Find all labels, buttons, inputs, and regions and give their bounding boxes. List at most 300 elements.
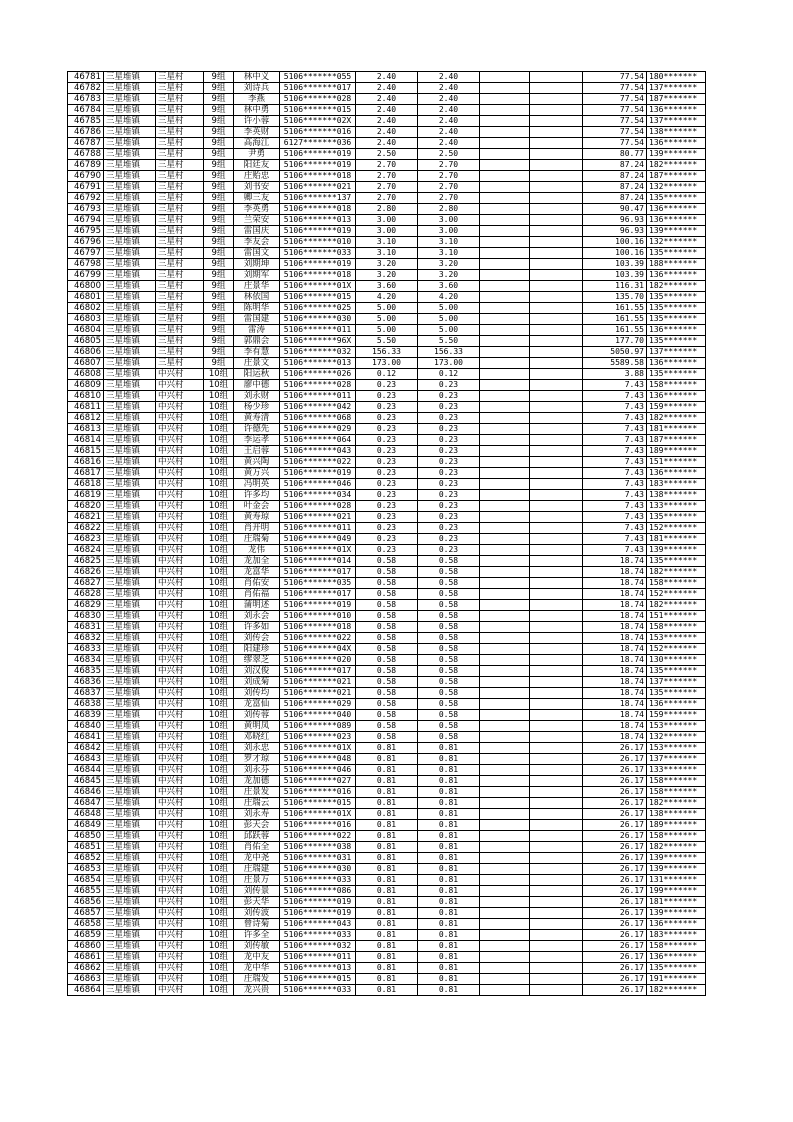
cell-blank-1 <box>480 710 530 721</box>
cell-blank-2 <box>530 952 583 963</box>
cell-blank-1 <box>480 116 530 127</box>
cell-town: 三星堆镇 <box>104 435 156 446</box>
table-row <box>68 413 706 424</box>
cell-id-number: 5106*******021 <box>280 512 356 523</box>
cell-id-number: 5106*******020 <box>280 655 356 666</box>
cell-area-1: 0.81 <box>356 930 418 941</box>
cell-town: 三星堆镇 <box>104 248 156 259</box>
cell-group: 10组 <box>204 446 234 457</box>
table-row <box>68 204 706 215</box>
cell-blank-2 <box>530 864 583 875</box>
cell-town: 三星堆镇 <box>104 732 156 743</box>
cell-blank-1 <box>480 468 530 479</box>
cell-row-number: 46787 <box>68 138 104 149</box>
cell-area-1: 0.58 <box>356 644 418 655</box>
cell-name: 庄景万 <box>234 875 280 886</box>
cell-area-2: 5.00 <box>418 325 480 336</box>
cell-name: 高海江 <box>234 138 280 149</box>
cell-id-number: 5106*******033 <box>280 875 356 886</box>
cell-row-number: 46854 <box>68 875 104 886</box>
cell-phone: 182******* <box>647 413 706 424</box>
cell-id-number: 5106*******064 <box>280 435 356 446</box>
cell-id-number: 5106*******030 <box>280 314 356 325</box>
cell-phone: 135******* <box>647 688 706 699</box>
cell-area-2: 156.33 <box>418 347 480 358</box>
cell-area-2: 0.81 <box>418 875 480 886</box>
cell-blank-1 <box>480 743 530 754</box>
table-row <box>68 501 706 512</box>
cell-id-number: 5106*******015 <box>280 974 356 985</box>
cell-amount: 26.17 <box>583 952 647 963</box>
cell-phone: 139******* <box>647 149 706 160</box>
cell-phone: 158******* <box>647 622 706 633</box>
cell-id-number: 5106*******018 <box>280 171 356 182</box>
cell-town: 三星堆镇 <box>104 380 156 391</box>
cell-town: 三星堆镇 <box>104 479 156 490</box>
cell-name: 肖佑全 <box>234 842 280 853</box>
cell-area-2: 0.23 <box>418 501 480 512</box>
cell-blank-1 <box>480 413 530 424</box>
cell-group: 10组 <box>204 556 234 567</box>
cell-blank-1 <box>480 853 530 864</box>
cell-phone: 135******* <box>647 336 706 347</box>
cell-group: 10组 <box>204 611 234 622</box>
cell-name: 林依国 <box>234 292 280 303</box>
cell-group: 9组 <box>204 72 234 83</box>
cell-town: 三星堆镇 <box>104 237 156 248</box>
cell-row-number: 46836 <box>68 677 104 688</box>
cell-id-number: 5106*******043 <box>280 446 356 457</box>
cell-row-number: 46849 <box>68 820 104 831</box>
cell-area-1: 5.00 <box>356 303 418 314</box>
cell-village: 中兴村 <box>156 446 204 457</box>
table-row <box>68 842 706 853</box>
cell-area-1: 0.23 <box>356 380 418 391</box>
cell-group: 9组 <box>204 292 234 303</box>
cell-id-number: 5106*******015 <box>280 105 356 116</box>
cell-blank-2 <box>530 908 583 919</box>
cell-village: 三星村 <box>156 160 204 171</box>
cell-town: 三星堆镇 <box>104 83 156 94</box>
cell-village: 三星村 <box>156 347 204 358</box>
cell-id-number: 5106*******027 <box>280 776 356 787</box>
cell-area-1: 0.23 <box>356 391 418 402</box>
table-row <box>68 941 706 952</box>
table-row <box>68 325 706 336</box>
cell-blank-2 <box>530 237 583 248</box>
table-row <box>68 435 706 446</box>
cell-village: 中兴村 <box>156 754 204 765</box>
cell-amount: 7.43 <box>583 501 647 512</box>
cell-village: 三星村 <box>156 303 204 314</box>
cell-village: 三星村 <box>156 72 204 83</box>
cell-name: 罗才琼 <box>234 754 280 765</box>
cell-blank-2 <box>530 677 583 688</box>
cell-amount: 7.43 <box>583 512 647 523</box>
cell-name: 李英勇 <box>234 204 280 215</box>
cell-id-number: 5106*******033 <box>280 930 356 941</box>
cell-phone: 153******* <box>647 721 706 732</box>
cell-phone: 187******* <box>647 435 706 446</box>
cell-village: 三星村 <box>156 259 204 270</box>
cell-area-1: 0.81 <box>356 952 418 963</box>
cell-area-2: 3.20 <box>418 270 480 281</box>
cell-amount: 77.54 <box>583 105 647 116</box>
table-row <box>68 578 706 589</box>
cell-group: 10组 <box>204 864 234 875</box>
cell-group: 9组 <box>204 83 234 94</box>
cell-phone: 135******* <box>647 314 706 325</box>
cell-group: 9组 <box>204 358 234 369</box>
cell-amount: 7.43 <box>583 435 647 446</box>
cell-row-number: 46853 <box>68 864 104 875</box>
cell-id-number: 5106*******013 <box>280 358 356 369</box>
cell-area-2: 0.23 <box>418 435 480 446</box>
cell-blank-2 <box>530 578 583 589</box>
cell-area-1: 5.00 <box>356 314 418 325</box>
cell-phone: 136******* <box>647 919 706 930</box>
cell-group: 10组 <box>204 490 234 501</box>
cell-blank-2 <box>530 138 583 149</box>
table-row <box>68 743 706 754</box>
cell-row-number: 46864 <box>68 985 104 996</box>
cell-village: 中兴村 <box>156 424 204 435</box>
cell-area-1: 2.80 <box>356 204 418 215</box>
cell-area-2: 0.23 <box>418 446 480 457</box>
cell-blank-2 <box>530 699 583 710</box>
table-row <box>68 182 706 193</box>
cell-area-2: 0.23 <box>418 490 480 501</box>
cell-village: 三星村 <box>156 325 204 336</box>
cell-area-1: 0.58 <box>356 600 418 611</box>
cell-id-number: 5106*******033 <box>280 248 356 259</box>
cell-phone: 138******* <box>647 809 706 820</box>
cell-area-1: 0.23 <box>356 457 418 468</box>
cell-row-number: 46835 <box>68 666 104 677</box>
cell-id-number: 5106*******013 <box>280 215 356 226</box>
cell-phone: 133******* <box>647 501 706 512</box>
cell-town: 三星堆镇 <box>104 556 156 567</box>
cell-blank-2 <box>530 281 583 292</box>
cell-group: 10组 <box>204 567 234 578</box>
cell-row-number: 46795 <box>68 226 104 237</box>
cell-group: 10组 <box>204 435 234 446</box>
cell-amount: 26.17 <box>583 930 647 941</box>
cell-town: 三星堆镇 <box>104 776 156 787</box>
cell-village: 中兴村 <box>156 721 204 732</box>
table-row <box>68 930 706 941</box>
cell-amount: 18.74 <box>583 589 647 600</box>
cell-row-number: 46846 <box>68 787 104 798</box>
cell-blank-2 <box>530 787 583 798</box>
cell-name: 陈明华 <box>234 303 280 314</box>
cell-group: 10组 <box>204 622 234 633</box>
table-row <box>68 248 706 259</box>
table-row <box>68 171 706 182</box>
cell-group: 10组 <box>204 776 234 787</box>
cell-name: 龙富华 <box>234 567 280 578</box>
cell-blank-1 <box>480 611 530 622</box>
cell-area-1: 2.40 <box>356 127 418 138</box>
cell-blank-2 <box>530 809 583 820</box>
cell-name: 庄瑞建 <box>234 864 280 875</box>
cell-group: 9组 <box>204 226 234 237</box>
cell-id-number: 5106*******010 <box>280 237 356 248</box>
cell-area-2: 0.81 <box>418 765 480 776</box>
cell-name: 黄万兴 <box>234 468 280 479</box>
cell-town: 三星堆镇 <box>104 160 156 171</box>
cell-town: 三星堆镇 <box>104 303 156 314</box>
cell-amount: 26.17 <box>583 776 647 787</box>
cell-phone: 135******* <box>647 963 706 974</box>
cell-blank-2 <box>530 325 583 336</box>
cell-id-number: 5106*******022 <box>280 831 356 842</box>
cell-name: 邱跃蓉 <box>234 831 280 842</box>
cell-id-number: 5106*******035 <box>280 578 356 589</box>
cell-blank-1 <box>480 347 530 358</box>
cell-amount: 26.17 <box>583 820 647 831</box>
cell-village: 中兴村 <box>156 985 204 996</box>
cell-name: 邓晓红 <box>234 732 280 743</box>
cell-blank-1 <box>480 215 530 226</box>
table-row <box>68 149 706 160</box>
cell-area-2: 0.58 <box>418 655 480 666</box>
cell-area-2: 2.40 <box>418 116 480 127</box>
cell-group: 9组 <box>204 138 234 149</box>
cell-area-1: 4.20 <box>356 292 418 303</box>
cell-amount: 18.74 <box>583 644 647 655</box>
cell-area-2: 0.23 <box>418 391 480 402</box>
cell-area-1: 0.58 <box>356 578 418 589</box>
table-row <box>68 589 706 600</box>
cell-blank-2 <box>530 435 583 446</box>
cell-name: 兰荣安 <box>234 215 280 226</box>
cell-blank-2 <box>530 600 583 611</box>
table-row <box>68 270 706 281</box>
cell-phone: 135******* <box>647 303 706 314</box>
cell-blank-1 <box>480 886 530 897</box>
cell-blank-2 <box>530 633 583 644</box>
cell-amount: 7.43 <box>583 457 647 468</box>
cell-village: 中兴村 <box>156 435 204 446</box>
cell-group: 9组 <box>204 127 234 138</box>
cell-village: 中兴村 <box>156 611 204 622</box>
cell-group: 10组 <box>204 424 234 435</box>
cell-phone: 181******* <box>647 897 706 908</box>
cell-town: 三星堆镇 <box>104 743 156 754</box>
cell-blank-1 <box>480 391 530 402</box>
cell-phone: 188******* <box>647 259 706 270</box>
cell-town: 三星堆镇 <box>104 974 156 985</box>
cell-blank-2 <box>530 226 583 237</box>
cell-id-number: 5106*******031 <box>280 853 356 864</box>
cell-name: 缪翠芝 <box>234 655 280 666</box>
cell-area-1: 0.81 <box>356 974 418 985</box>
cell-group: 10组 <box>204 391 234 402</box>
cell-name: 叶金会 <box>234 501 280 512</box>
cell-blank-2 <box>530 369 583 380</box>
table-row <box>68 138 706 149</box>
cell-blank-2 <box>530 402 583 413</box>
cell-area-2: 0.81 <box>418 743 480 754</box>
cell-id-number: 5106*******019 <box>280 908 356 919</box>
cell-name: 黄寿琼 <box>234 512 280 523</box>
cell-area-1: 0.58 <box>356 556 418 567</box>
cell-area-1: 0.58 <box>356 567 418 578</box>
cell-town: 三星堆镇 <box>104 754 156 765</box>
cell-blank-2 <box>530 820 583 831</box>
cell-village: 中兴村 <box>156 534 204 545</box>
cell-row-number: 46796 <box>68 237 104 248</box>
cell-amount: 87.24 <box>583 193 647 204</box>
cell-area-1: 0.23 <box>356 523 418 534</box>
cell-group: 10组 <box>204 985 234 996</box>
cell-group: 10组 <box>204 952 234 963</box>
cell-name: 肖佑安 <box>234 578 280 589</box>
cell-village: 三星村 <box>156 314 204 325</box>
cell-phone: 199******* <box>647 886 706 897</box>
cell-name: 龙中华 <box>234 963 280 974</box>
cell-town: 三星堆镇 <box>104 622 156 633</box>
cell-blank-1 <box>480 677 530 688</box>
table-row <box>68 215 706 226</box>
cell-group: 10组 <box>204 578 234 589</box>
cell-id-number: 5106*******01X <box>280 743 356 754</box>
cell-area-1: 2.70 <box>356 160 418 171</box>
cell-group: 9组 <box>204 182 234 193</box>
cell-blank-1 <box>480 721 530 732</box>
cell-blank-1 <box>480 765 530 776</box>
cell-blank-1 <box>480 248 530 259</box>
cell-town: 三星堆镇 <box>104 424 156 435</box>
cell-row-number: 46839 <box>68 710 104 721</box>
cell-id-number: 5106*******019 <box>280 468 356 479</box>
cell-town: 三星堆镇 <box>104 281 156 292</box>
cell-town: 三星堆镇 <box>104 908 156 919</box>
cell-town: 三星堆镇 <box>104 655 156 666</box>
cell-blank-2 <box>530 83 583 94</box>
cell-amount: 90.47 <box>583 204 647 215</box>
cell-row-number: 46784 <box>68 105 104 116</box>
cell-blank-1 <box>480 919 530 930</box>
cell-blank-1 <box>480 875 530 886</box>
cell-town: 三星堆镇 <box>104 919 156 930</box>
cell-amount: 26.17 <box>583 853 647 864</box>
cell-town: 三星堆镇 <box>104 941 156 952</box>
cell-row-number: 46799 <box>68 270 104 281</box>
cell-blank-2 <box>530 391 583 402</box>
cell-id-number: 5106*******018 <box>280 622 356 633</box>
cell-village: 中兴村 <box>156 457 204 468</box>
cell-id-number: 5106*******049 <box>280 534 356 545</box>
cell-name: 刘期坤 <box>234 259 280 270</box>
table-row <box>68 611 706 622</box>
table-row <box>68 402 706 413</box>
cell-area-2: 5.50 <box>418 336 480 347</box>
cell-area-2: 0.23 <box>418 402 480 413</box>
cell-id-number: 5106*******019 <box>280 226 356 237</box>
cell-phone: 139******* <box>647 226 706 237</box>
cell-blank-1 <box>480 127 530 138</box>
cell-area-2: 0.81 <box>418 963 480 974</box>
cell-group: 10组 <box>204 457 234 468</box>
cell-phone: 158******* <box>647 578 706 589</box>
cell-phone: 136******* <box>647 270 706 281</box>
cell-row-number: 46828 <box>68 589 104 600</box>
cell-village: 三星村 <box>156 226 204 237</box>
cell-row-number: 46810 <box>68 391 104 402</box>
cell-blank-1 <box>480 523 530 534</box>
cell-area-2: 0.23 <box>418 512 480 523</box>
cell-amount: 100.16 <box>583 248 647 259</box>
cell-group: 10组 <box>204 402 234 413</box>
cell-blank-1 <box>480 171 530 182</box>
cell-area-1: 0.58 <box>356 721 418 732</box>
cell-name: 肖开明 <box>234 523 280 534</box>
table-row <box>68 666 706 677</box>
cell-group: 9组 <box>204 270 234 281</box>
cell-row-number: 46861 <box>68 952 104 963</box>
cell-row-number: 46804 <box>68 325 104 336</box>
cell-phone: 137******* <box>647 754 706 765</box>
cell-row-number: 46803 <box>68 314 104 325</box>
cell-group: 10组 <box>204 897 234 908</box>
cell-phone: 136******* <box>647 699 706 710</box>
cell-area-1: 3.10 <box>356 237 418 248</box>
cell-row-number: 46793 <box>68 204 104 215</box>
cell-blank-1 <box>480 94 530 105</box>
cell-row-number: 46817 <box>68 468 104 479</box>
cell-name: 庄瑞云 <box>234 798 280 809</box>
cell-row-number: 46820 <box>68 501 104 512</box>
cell-village: 三星村 <box>156 292 204 303</box>
cell-phone: 136******* <box>647 215 706 226</box>
cell-village: 中兴村 <box>156 655 204 666</box>
cell-phone: 137******* <box>647 347 706 358</box>
cell-row-number: 46860 <box>68 941 104 952</box>
table-row <box>68 875 706 886</box>
cell-area-2: 0.58 <box>418 666 480 677</box>
cell-id-number: 5106*******011 <box>280 325 356 336</box>
cell-town: 三星堆镇 <box>104 325 156 336</box>
cell-blank-1 <box>480 479 530 490</box>
table-row <box>68 457 706 468</box>
cell-amount: 26.17 <box>583 831 647 842</box>
cell-blank-1 <box>480 237 530 248</box>
cell-blank-2 <box>530 116 583 127</box>
table-row <box>68 809 706 820</box>
cell-row-number: 46792 <box>68 193 104 204</box>
cell-name: 阳运秋 <box>234 369 280 380</box>
cell-group: 10组 <box>204 798 234 809</box>
cell-blank-2 <box>530 732 583 743</box>
table-row <box>68 908 706 919</box>
cell-village: 中兴村 <box>156 369 204 380</box>
cell-blank-1 <box>480 831 530 842</box>
cell-village: 中兴村 <box>156 886 204 897</box>
cell-town: 三星堆镇 <box>104 270 156 281</box>
cell-blank-1 <box>480 908 530 919</box>
cell-area-1: 0.58 <box>356 655 418 666</box>
cell-group: 10组 <box>204 479 234 490</box>
cell-town: 三星堆镇 <box>104 149 156 160</box>
cell-id-number: 5106*******011 <box>280 523 356 534</box>
cell-village: 中兴村 <box>156 831 204 842</box>
cell-area-2: 0.81 <box>418 754 480 765</box>
cell-group: 10组 <box>204 633 234 644</box>
cell-amount: 103.39 <box>583 259 647 270</box>
cell-town: 三星堆镇 <box>104 171 156 182</box>
